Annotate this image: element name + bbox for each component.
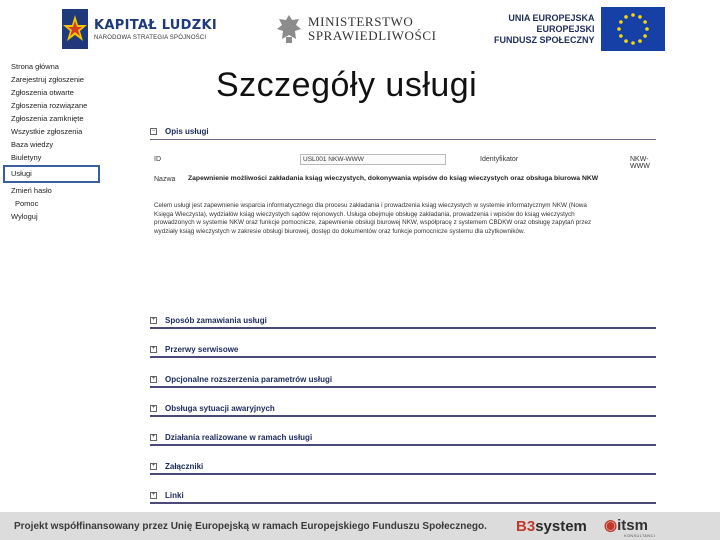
kapital-ludzki-logo — [62, 4, 217, 54]
section-sposob-zamawiania[interactable] — [150, 313, 656, 329]
ministerstwo-line1: MINISTERSTWO — [308, 14, 414, 29]
eu-star — [619, 20, 623, 24]
eu-star — [624, 39, 628, 43]
sidebar-nav — [8, 60, 108, 223]
section-label: Opcjonalne rozszerzenia parametrów usługi — [165, 374, 333, 384]
nav-item-strona-glowna[interactable]: Strona główna — [11, 62, 59, 71]
eu-star — [631, 41, 635, 45]
expand-toggle-icon[interactable]: + — [151, 404, 156, 411]
expand-toggle-icon[interactable]: + — [151, 491, 156, 498]
nazwa-label: Nazwa — [154, 176, 176, 183]
section-label: Obsługa sytuacji awaryjnych — [165, 403, 275, 413]
itsm-subtitle: KONSULTANCI — [624, 533, 656, 538]
nav-item-zgloszenia-rozwiazane[interactable]: Zgłoszenia rozwiązane — [11, 101, 88, 110]
b3system-logo — [516, 518, 587, 535]
section-linki[interactable] — [150, 488, 656, 504]
b3-prefix: B3 — [516, 518, 536, 535]
nav-item-zgloszenia-otwarte[interactable]: Zgłoszenia otwarte — [11, 88, 74, 97]
nav-item-pomoc[interactable]: Pomoc — [15, 199, 39, 208]
eu-star — [631, 13, 635, 17]
nav-item-wyloguj[interactable]: Wyloguj — [11, 212, 38, 221]
section-dzialania[interactable] — [150, 430, 656, 446]
kapital-ludzki-star-icon — [62, 9, 88, 49]
ministerstwo-line2: SPRAWIEDLIWOŚCI — [308, 28, 437, 43]
eagle-emblem-icon — [276, 13, 302, 45]
service-description: Celem usługi jest zapewnienie wsparcia informatycznego dla procesu zakładania i prowadzenia ksiąg wieczystych w systemie informatycznym NKW (Nowa Księga Wieczysta), wydziałów ksiąg wieczystych sądów rejonowych. Usługa obejmuje obsługę zakładania, prowadzenia i wpisów do ksiąg wieczystych prowadzonych w systemie NKW oraz funkcje pomocnicze, zapewnienie obsługi biurowej NKW, współpracę z systemem CBDKW oraz obsługę zapytań przez wydziały ksiąg wieczystych w zakresie obsługi biurowej, dostęp do dokumentów oraz funkcje pomocnicze systemu dla użytkowników. — [154, 202, 592, 235]
ue-line1: UNIA EUROPEJSKA — [508, 12, 595, 23]
section-opis-uslugi[interactable] — [150, 124, 656, 140]
itsm-logo: ◉itsm — [604, 517, 648, 534]
b3-suffix: system — [535, 518, 587, 535]
nav-item-uslugi[interactable]: Usługi — [3, 165, 100, 183]
eu-star — [619, 34, 623, 38]
section-label: Sposób zamawiania usługi — [165, 315, 267, 325]
expand-toggle-icon[interactable]: + — [151, 433, 156, 440]
expand-toggle-icon[interactable]: + — [151, 316, 156, 323]
id-label: ID — [154, 156, 161, 163]
nazwa-value: Zapewnienie możliwości zakładania ksiąg wieczystych, dokonywania wpisów do ksiąg wieczystych oraz obsługa biurowa NKW — [188, 175, 599, 182]
section-opis-uslugi-label: Opis usługi — [165, 127, 209, 136]
unia-europejska-logo — [494, 4, 665, 54]
section-zalaczniki[interactable] — [150, 459, 656, 475]
nav-item-zarejestruj-zgloszenie[interactable]: Zarejestruj zgłoszenie — [11, 75, 84, 84]
collapse-toggle-icon[interactable]: − — [151, 128, 156, 134]
footer — [0, 512, 720, 540]
kapital-ludzki-title: KAPITAŁ LUDZKI — [94, 17, 217, 33]
eu-star — [638, 15, 642, 19]
section-label: Załączniki — [165, 461, 204, 471]
eu-star — [643, 34, 647, 38]
expand-toggle-icon[interactable]: + — [151, 345, 156, 352]
kapital-ludzki-subtitle: NARODOWA STRATEGIA SPÓJNOŚCI — [94, 34, 207, 41]
eu-star — [617, 27, 621, 31]
ue-line3: FUNDUSZ SPOŁECZNY — [494, 34, 595, 45]
section-label: Linki — [165, 490, 184, 500]
section-obsluga-awaryjna[interactable] — [150, 401, 656, 417]
ministerstwo-logo — [276, 4, 437, 54]
id-field[interactable]: USL001 NKW-WWW — [300, 154, 446, 165]
footer-cofinancing-text: Projekt współfinansowany przez Unię Europejską w ramach Europejskiego Funduszu Społecznego. — [14, 521, 487, 532]
eu-star — [638, 39, 642, 43]
expand-toggle-icon[interactable]: + — [151, 462, 156, 469]
identyfikator-label: Identyfikator — [480, 156, 519, 163]
section-opcjonalne-rozszerzenia[interactable] — [150, 372, 656, 388]
nav-item-biuletyny[interactable]: Biuletyny — [11, 153, 42, 162]
eu-flag-icon — [601, 7, 665, 51]
page-title: Szczegóły usługi — [216, 66, 478, 104]
itsm-text: itsm — [617, 517, 648, 534]
section-label: Przerwy serwisowe — [165, 344, 239, 354]
nav-item-baza-wiedzy[interactable]: Baza wiedzy — [11, 140, 54, 149]
section-przerwy-serwisowe[interactable] — [150, 342, 656, 358]
service-details-panel — [150, 124, 656, 235]
eu-star — [624, 15, 628, 19]
nav-item-zgloszenia-zamkniete[interactable]: Zgłoszenia zamknięte — [11, 114, 84, 123]
eu-star — [643, 20, 647, 24]
eu-star — [645, 27, 649, 31]
identyfikator-value: NKW-WWW — [630, 156, 650, 170]
nav-item-wszystkie-zgloszenia[interactable]: Wszystkie zgłoszenia — [11, 127, 83, 136]
header — [0, 0, 720, 60]
ue-line2: EUROPEJSKI — [536, 23, 595, 34]
expand-toggle-icon[interactable]: + — [151, 375, 156, 382]
nav-item-zmien-haslo[interactable]: Zmień hasło — [11, 186, 52, 195]
section-label: Działania realizowane w ramach usługi — [165, 432, 313, 442]
